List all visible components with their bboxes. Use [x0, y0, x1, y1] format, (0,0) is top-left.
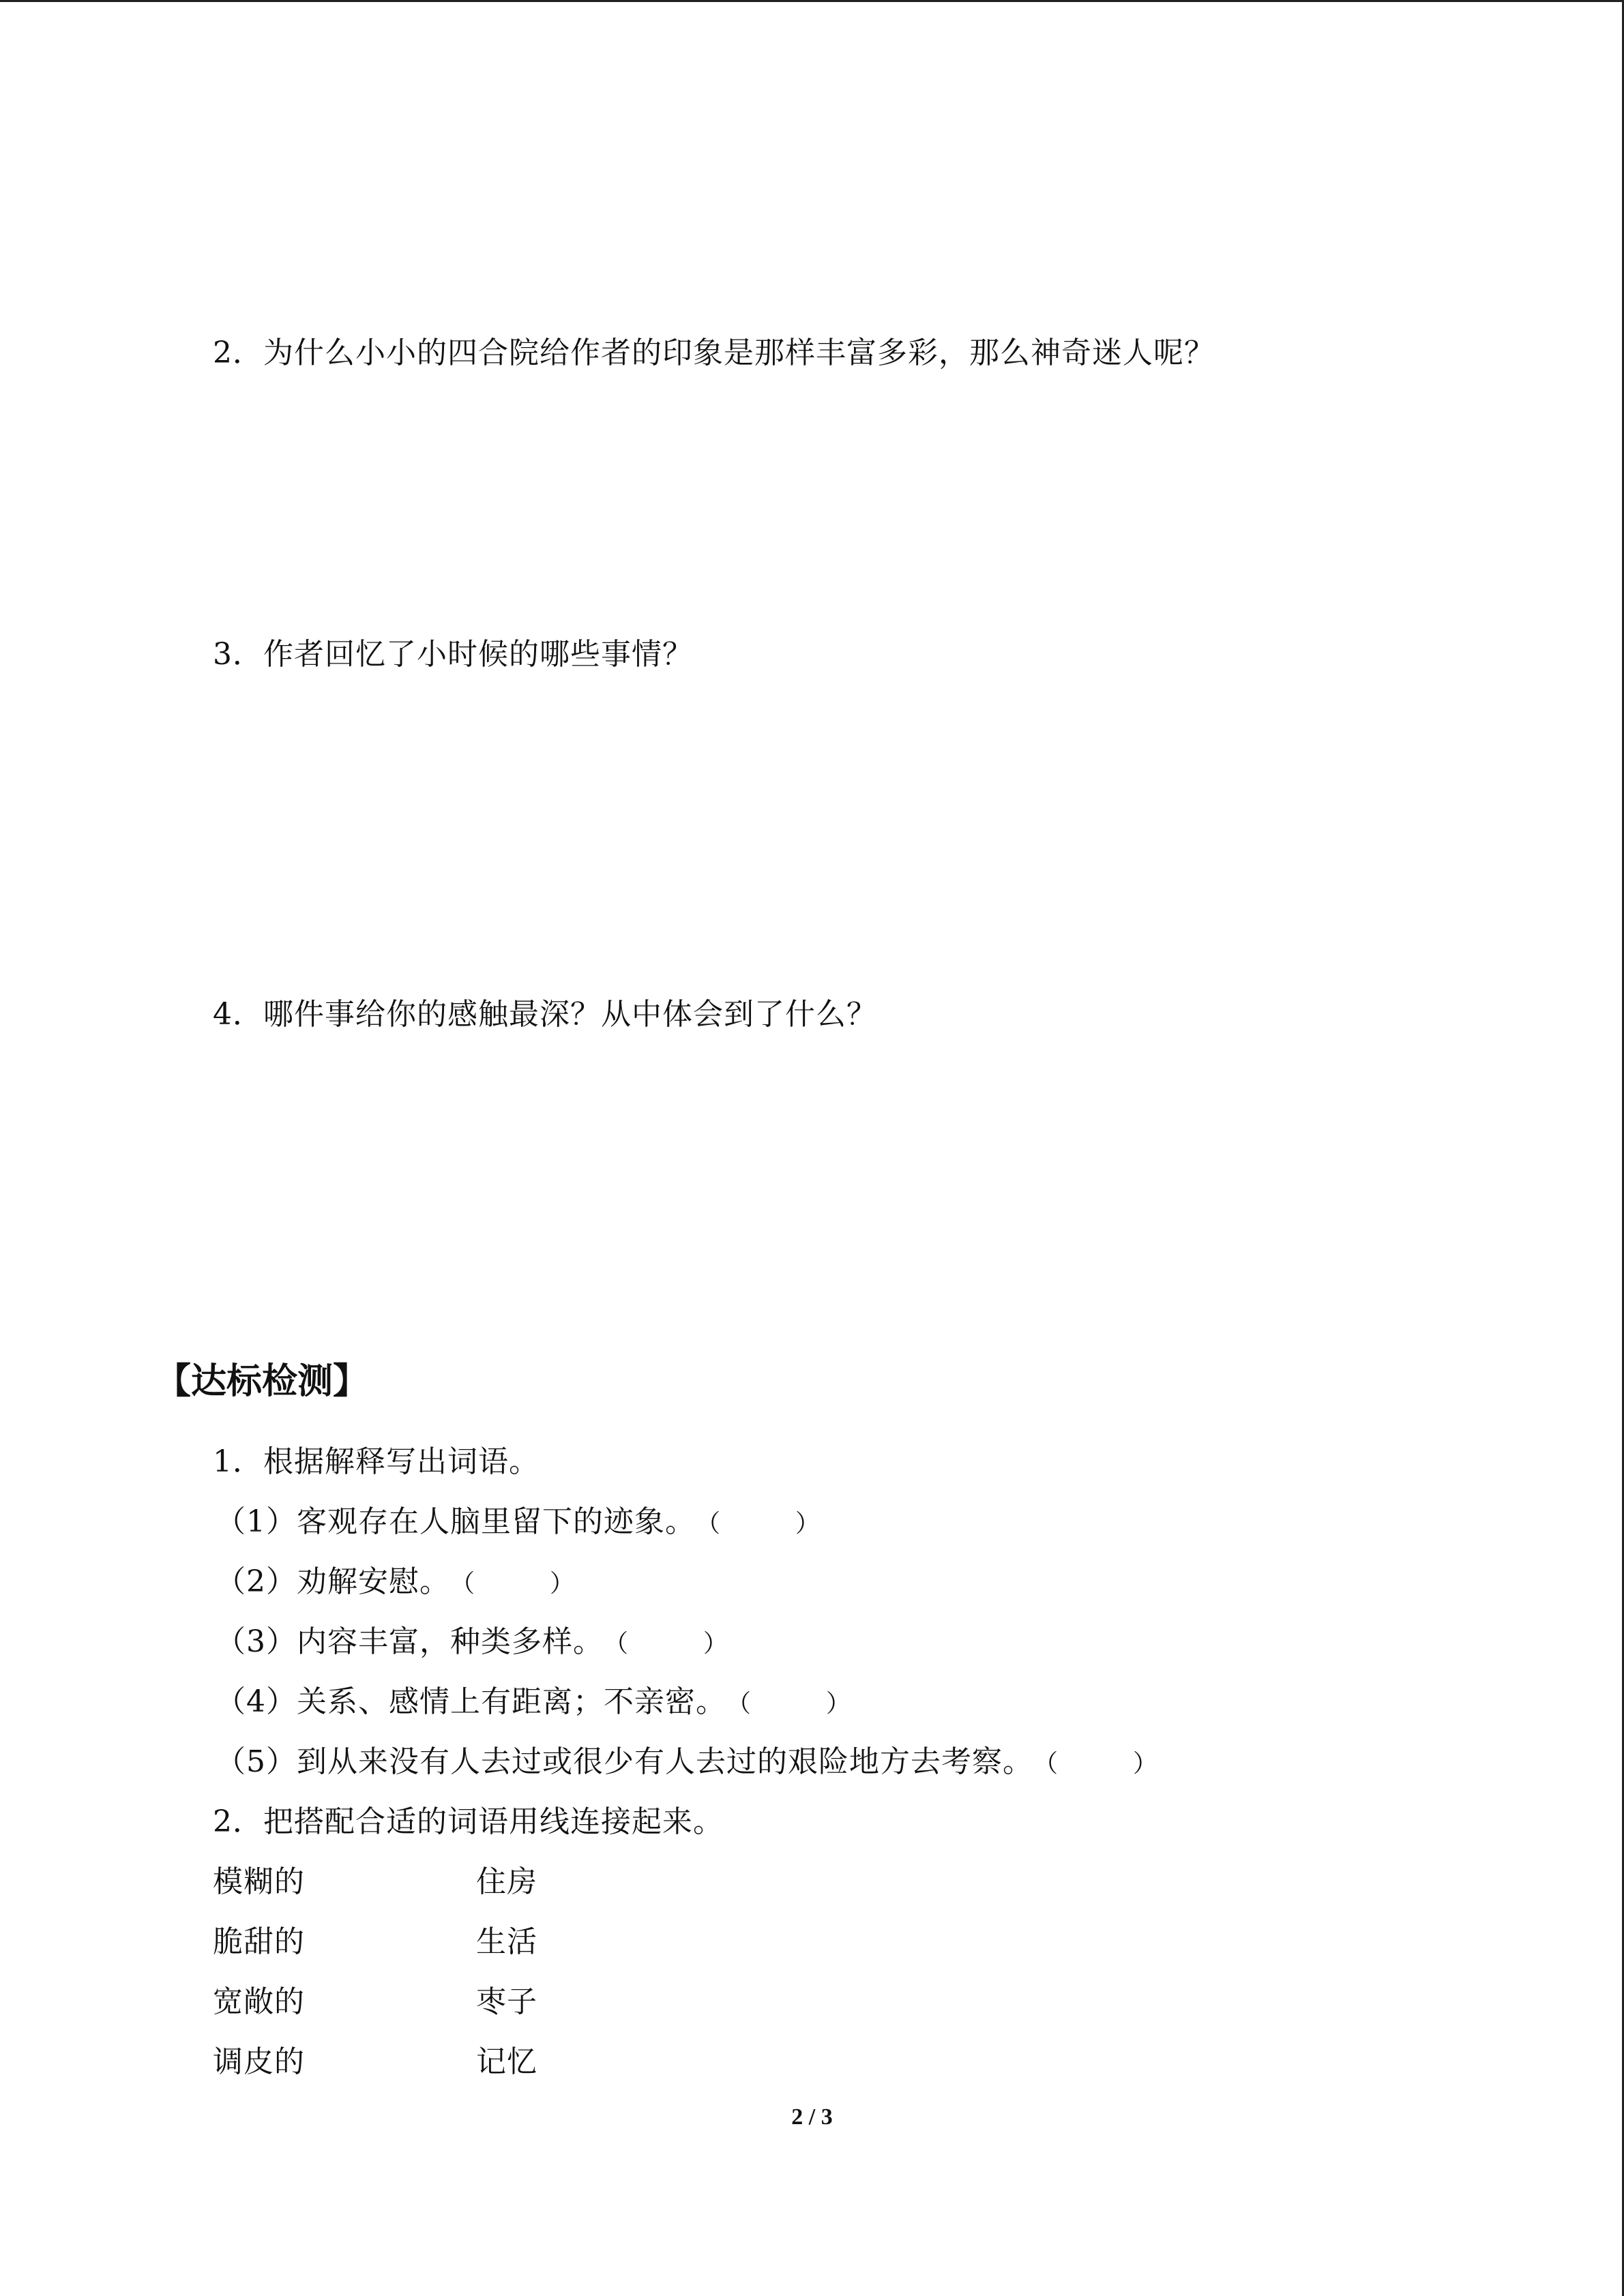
- question-2: 2．为什么小小的四合院给作者的印象是那样丰富多彩，那么神奇迷人呢？: [213, 336, 1215, 370]
- item-text: （3）内容丰富，种类多样。: [216, 1624, 604, 1659]
- task1-item-1: [216, 1503, 820, 1543]
- task2-title: 2．把搭配合适的词语用线连接起来。: [213, 1804, 724, 1839]
- answer-blank[interactable]: （ ）: [1033, 1750, 1158, 1778]
- item-text: （1）客观存在人脑里留下的迹象。: [216, 1504, 696, 1539]
- answer-blank[interactable]: （ ）: [450, 1570, 575, 1598]
- right-word-2[interactable]: 生活: [476, 1924, 537, 1959]
- task1-item-5: [216, 1743, 1157, 1783]
- item-text: （2）劝解安慰。: [216, 1564, 450, 1599]
- answer-blank[interactable]: （ ）: [696, 1510, 821, 1538]
- right-word-3[interactable]: 枣子: [476, 1984, 537, 2019]
- question-4: 4．哪件事给你的感触最深？从中体会到了什么？: [213, 997, 877, 1032]
- section-heading: 【达标检测】: [156, 1361, 369, 1402]
- task1-title: 1．根据解释写出词语。: [213, 1444, 540, 1479]
- right-word-1[interactable]: 住房: [476, 1864, 537, 1899]
- left-word-2[interactable]: 脆甜的: [213, 1924, 305, 1959]
- answer-blank[interactable]: （ ）: [604, 1630, 728, 1658]
- page-number: 2 / 3: [791, 2104, 833, 2130]
- left-word-1[interactable]: 模糊的: [213, 1864, 305, 1899]
- item-text: （4）关系、感情上有距离；不亲密。: [216, 1684, 726, 1719]
- answer-blank[interactable]: （ ）: [726, 1690, 851, 1718]
- right-word-4[interactable]: 记忆: [476, 2044, 537, 2079]
- left-word-4[interactable]: 调皮的: [213, 2044, 305, 2079]
- task1-item-4: [216, 1683, 851, 1723]
- left-word-3[interactable]: 宽敞的: [213, 1984, 305, 2019]
- task1-item-3: [216, 1623, 728, 1663]
- task1-item-2: [216, 1563, 574, 1603]
- question-3: 3．作者回忆了小时候的哪些事情？: [213, 637, 693, 672]
- item-text: （5）到从来没有人去过或很少有人去过的艰险地方去考察。: [216, 1744, 1033, 1779]
